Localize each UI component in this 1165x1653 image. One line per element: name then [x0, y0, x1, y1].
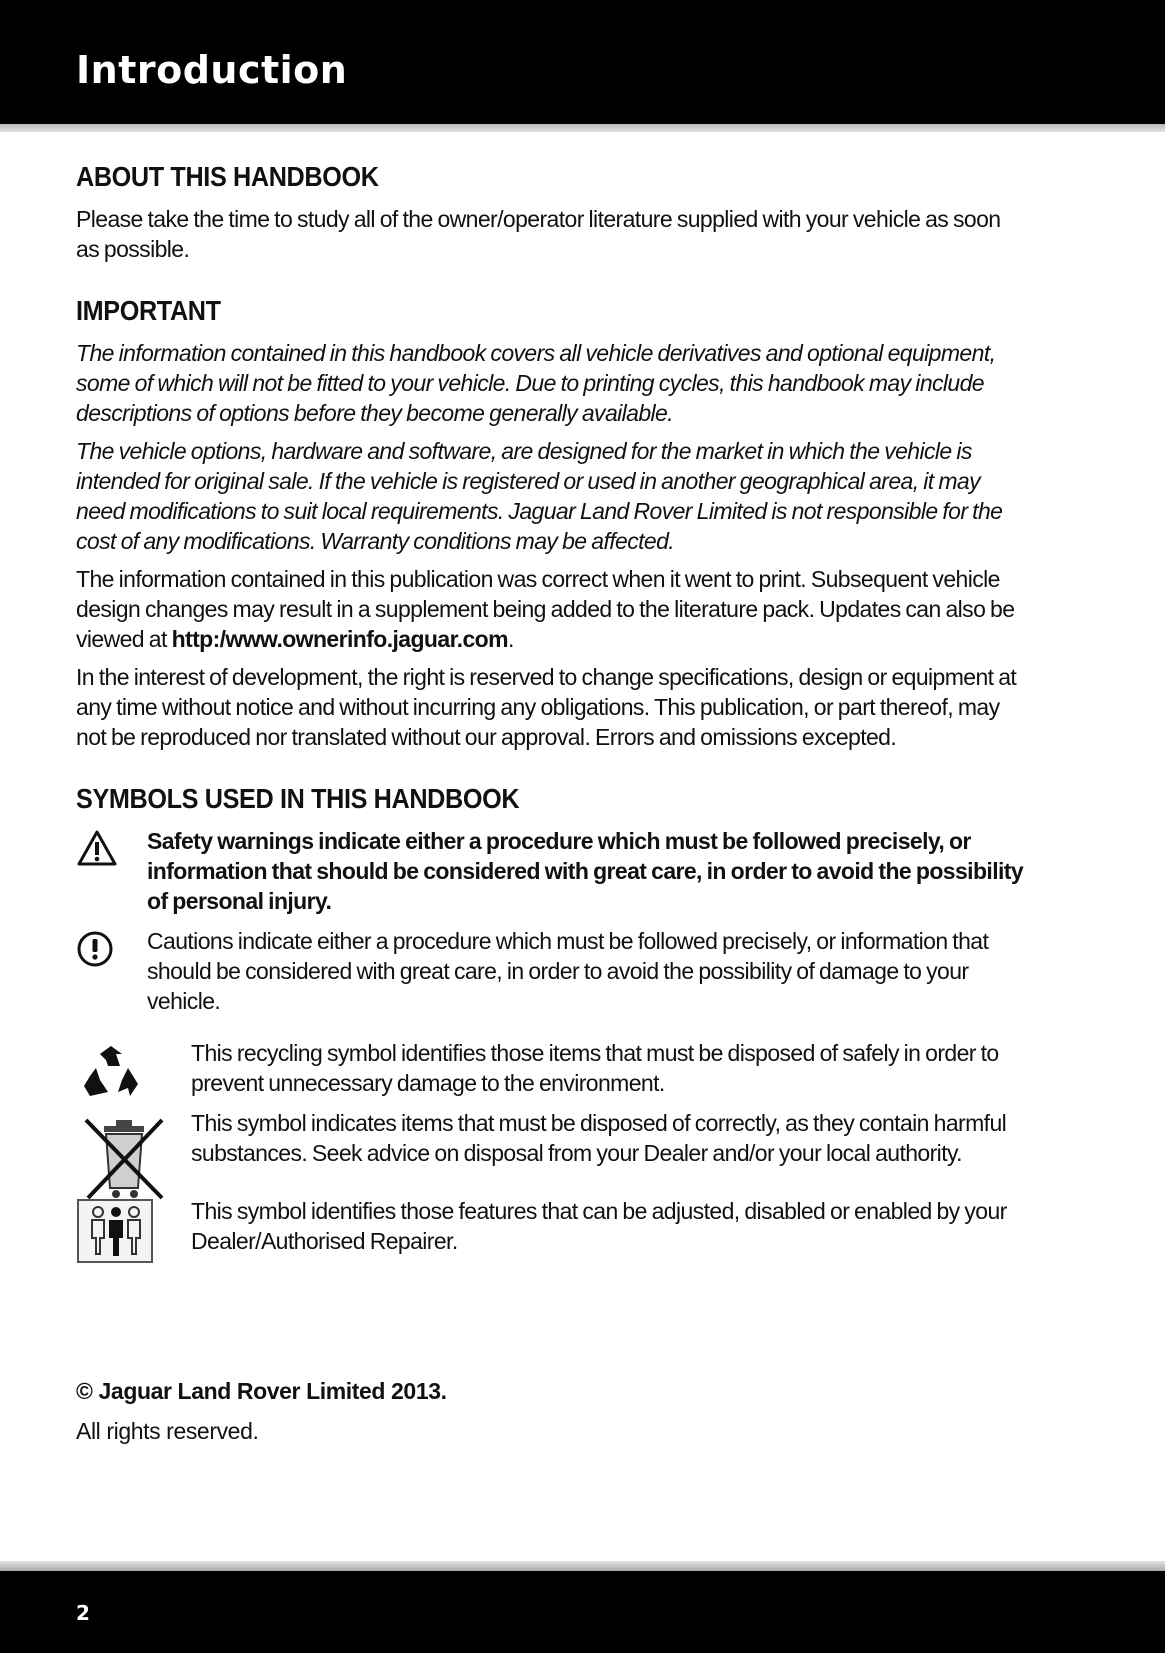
page-title: Introduction: [76, 48, 348, 92]
symbols-heading: SYMBOLS USED IN THIS HANDBOOK: [76, 783, 520, 814]
warning-triangle-icon: [76, 828, 118, 873]
important-italic-1: The information contained in this handbook covers all vehicle derivatives and optional equipment, some of which will not be fitted to your vehicle. Due to printing cycles, this handbook may include descriptions of options before they become generally available.: [76, 340, 996, 426]
warning-text: Safety warnings indicate either a procedure which must be followed precisely, or information that should be considered with great care, in order to avoid the possibility of personal injury.: [147, 828, 1024, 914]
page-footer: [0, 1571, 1165, 1653]
symbol-row-recycling: [76, 1038, 1028, 1098]
symbol-row-dealer: [76, 1196, 1028, 1256]
important-section: [76, 294, 1028, 752]
paragraph-3-text: The information contained in this publication was correct when it went to print. Subsequent vehicle design changes may result in a supplement being added to the literature pack. Updates can also be viewed at: [76, 566, 1015, 652]
important-heading: IMPORTANT: [76, 295, 221, 326]
dealer-text: This symbol identifies those features that can be adjusted, disabled or enabled by your Dealer/Authorised Repairer.: [191, 1198, 1007, 1254]
paragraph-3-end: .: [507, 626, 514, 652]
important-paragraph-4: In the interest of development, the right is reserved to change specifications, design or equipment at any time without notice and without incurring any obligations. This publication, or part thereof, may not be reproduced nor translated without our approval. Errors and omissions excepted.: [76, 664, 1017, 750]
page-number: 2: [76, 1601, 90, 1625]
about-section: [76, 160, 1028, 264]
recycling-icon: [76, 1040, 146, 1115]
copyright-notice: © Jaguar Land Rover Limited 2013.: [76, 1378, 447, 1404]
important-italic-2: The vehicle options, hardware and software, are designed for the market in which the vehicle is intended for original sale. If the vehicle is registered or used in another geographical area, it may need modifications to suit local requirements. Jaguar Land Rover Limited is not responsible for the cost of any modifications. Warranty conditions may be affected.: [76, 438, 1003, 554]
about-heading: ABOUT THIS HANDBOOK: [76, 161, 379, 192]
symbol-row-disposal: [76, 1108, 1028, 1168]
important-paragraph-3: [76, 564, 1028, 654]
page-header: [0, 0, 1165, 124]
rights-reserved: All rights reserved.: [76, 1418, 259, 1444]
footer-rule: [0, 1561, 1165, 1571]
recycling-text: This recycling symbol identifies those items that must be disposed of safely in order to prevent unnecessary damage to the environment.: [191, 1040, 999, 1096]
header-rule: [0, 124, 1165, 132]
symbol-row-warning: [76, 826, 1028, 916]
dealer-people-icon: [76, 1198, 156, 1269]
symbols-section: [76, 782, 1028, 1256]
symbol-row-caution: [76, 926, 1028, 1016]
about-text: Please take the time to study all of the owner/operator literature supplied with your vehicle as soon as possible.: [76, 206, 1001, 262]
caution-text: Cautions indicate either a procedure which must be followed precisely, or information that should be considered with great care, in order to avoid the possibility of damage to your vehicle.: [147, 928, 989, 1014]
page-content: [76, 160, 1028, 1286]
owner-info-link[interactable]: http:/www.ownerinfo.jaguar.com: [171, 626, 508, 652]
disposal-text: This symbol indicates items that must be disposed of correctly, as they contain harmful substances. Seek advice on disposal from your Dealer and/or your local authority.: [191, 1110, 1007, 1166]
caution-circle-icon: [76, 928, 118, 975]
